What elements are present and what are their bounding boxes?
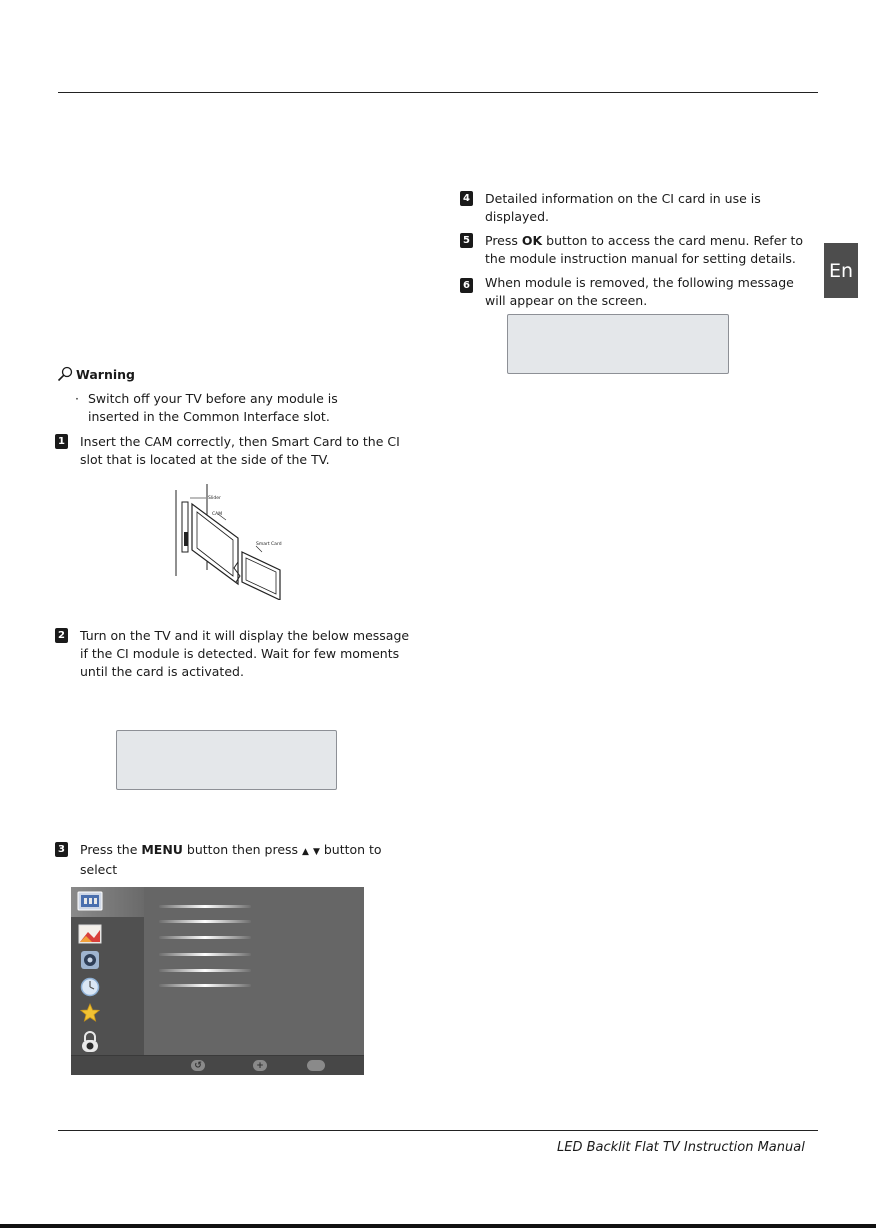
warning-heading (57, 366, 135, 382)
step-3-text-post2: button to (319, 842, 382, 857)
ci-detected-message-box (116, 730, 337, 790)
oval-button-icon (307, 1060, 325, 1071)
menu-keyword: MENU (141, 842, 183, 857)
footer-rule (58, 1130, 818, 1131)
step-3-line-2: select (80, 862, 118, 877)
down-arrow-icon: ▼ (312, 847, 320, 857)
step-number: 3 (55, 842, 68, 857)
menu-bottom-bar (71, 1055, 364, 1075)
step-6-line-1: When module is removed, the following message (485, 275, 794, 290)
step-number: 4 (460, 191, 473, 206)
step-4 (460, 190, 761, 226)
step-number: 1 (55, 434, 68, 449)
menu-item-line (159, 984, 251, 987)
step-2-line-2: if the CI module is detected. Wait for few moments (80, 646, 400, 661)
menu-item-line (159, 920, 251, 923)
warning-bullet (75, 390, 385, 426)
ok-keyword: OK (521, 233, 543, 248)
warning-text: Switch off your TV before any module is inserted in the Common Interface slot. (88, 391, 338, 424)
step-3-line-1 (80, 841, 382, 861)
back-button-icon: ↺ (191, 1060, 205, 1071)
step-3-text-pre: Press the (80, 842, 142, 857)
step-1-line-1: Insert the CAM correctly, then Smart Card to the CI (80, 434, 400, 449)
step-number: 5 (460, 233, 473, 248)
up-arrow-icon: ▲ (302, 847, 309, 857)
step-5-text-post: button to access the card menu. Refer to (542, 233, 804, 248)
clock-icon (80, 977, 100, 997)
plus-button-icon: + (253, 1060, 267, 1071)
step-6 (460, 274, 794, 310)
bullet-dot: · (75, 391, 79, 406)
page-bottom-edge (0, 1224, 876, 1228)
step-1 (55, 433, 400, 469)
label-cam: CAM (212, 512, 223, 517)
magnifier-icon (57, 366, 73, 382)
sound-icon (80, 950, 100, 970)
menu-item-line (159, 953, 251, 956)
step-5-line-2: the module instruction manual for setting details. (485, 251, 796, 266)
image-icon (78, 924, 102, 944)
step-5-line-1 (485, 232, 803, 250)
star-icon (80, 1003, 100, 1023)
tv-menu-screenshot (71, 887, 364, 1075)
step-number: 6 (460, 278, 473, 293)
step-number: 2 (55, 628, 68, 643)
step-3 (55, 841, 382, 879)
step-4-line-2: displayed. (485, 209, 549, 224)
step-2-line-3: until the card is activated. (80, 664, 244, 679)
step-5-text-pre: Press (485, 233, 522, 248)
menu-item-line (159, 969, 251, 972)
cam-insertion-illustration (170, 484, 310, 600)
lock-icon (80, 1030, 100, 1053)
manual-title: LED Backlit Flat TV Instruction Manual (557, 1140, 805, 1155)
step-2 (55, 627, 409, 681)
step-6-line-2: will appear on the screen. (485, 293, 648, 308)
label-slider: Slider (208, 496, 221, 501)
header-rule (58, 92, 818, 93)
step-3-text-post: button then press (182, 842, 303, 857)
language-tab: En (824, 243, 858, 298)
step-4-line-1: Detailed information on the CI card in use is (485, 191, 761, 206)
warning-title: Warning (76, 366, 135, 382)
step-2-line-1: Turn on the TV and it will display the below message (80, 628, 410, 643)
picture-icon (77, 891, 103, 913)
step-5 (460, 232, 803, 268)
menu-item-line (159, 905, 251, 908)
label-smart-card: Smart Card (256, 542, 282, 547)
step-1-line-2: slot that is located at the side of the TV. (80, 452, 330, 467)
menu-item-line (159, 936, 251, 939)
module-removed-message-box (507, 314, 729, 374)
